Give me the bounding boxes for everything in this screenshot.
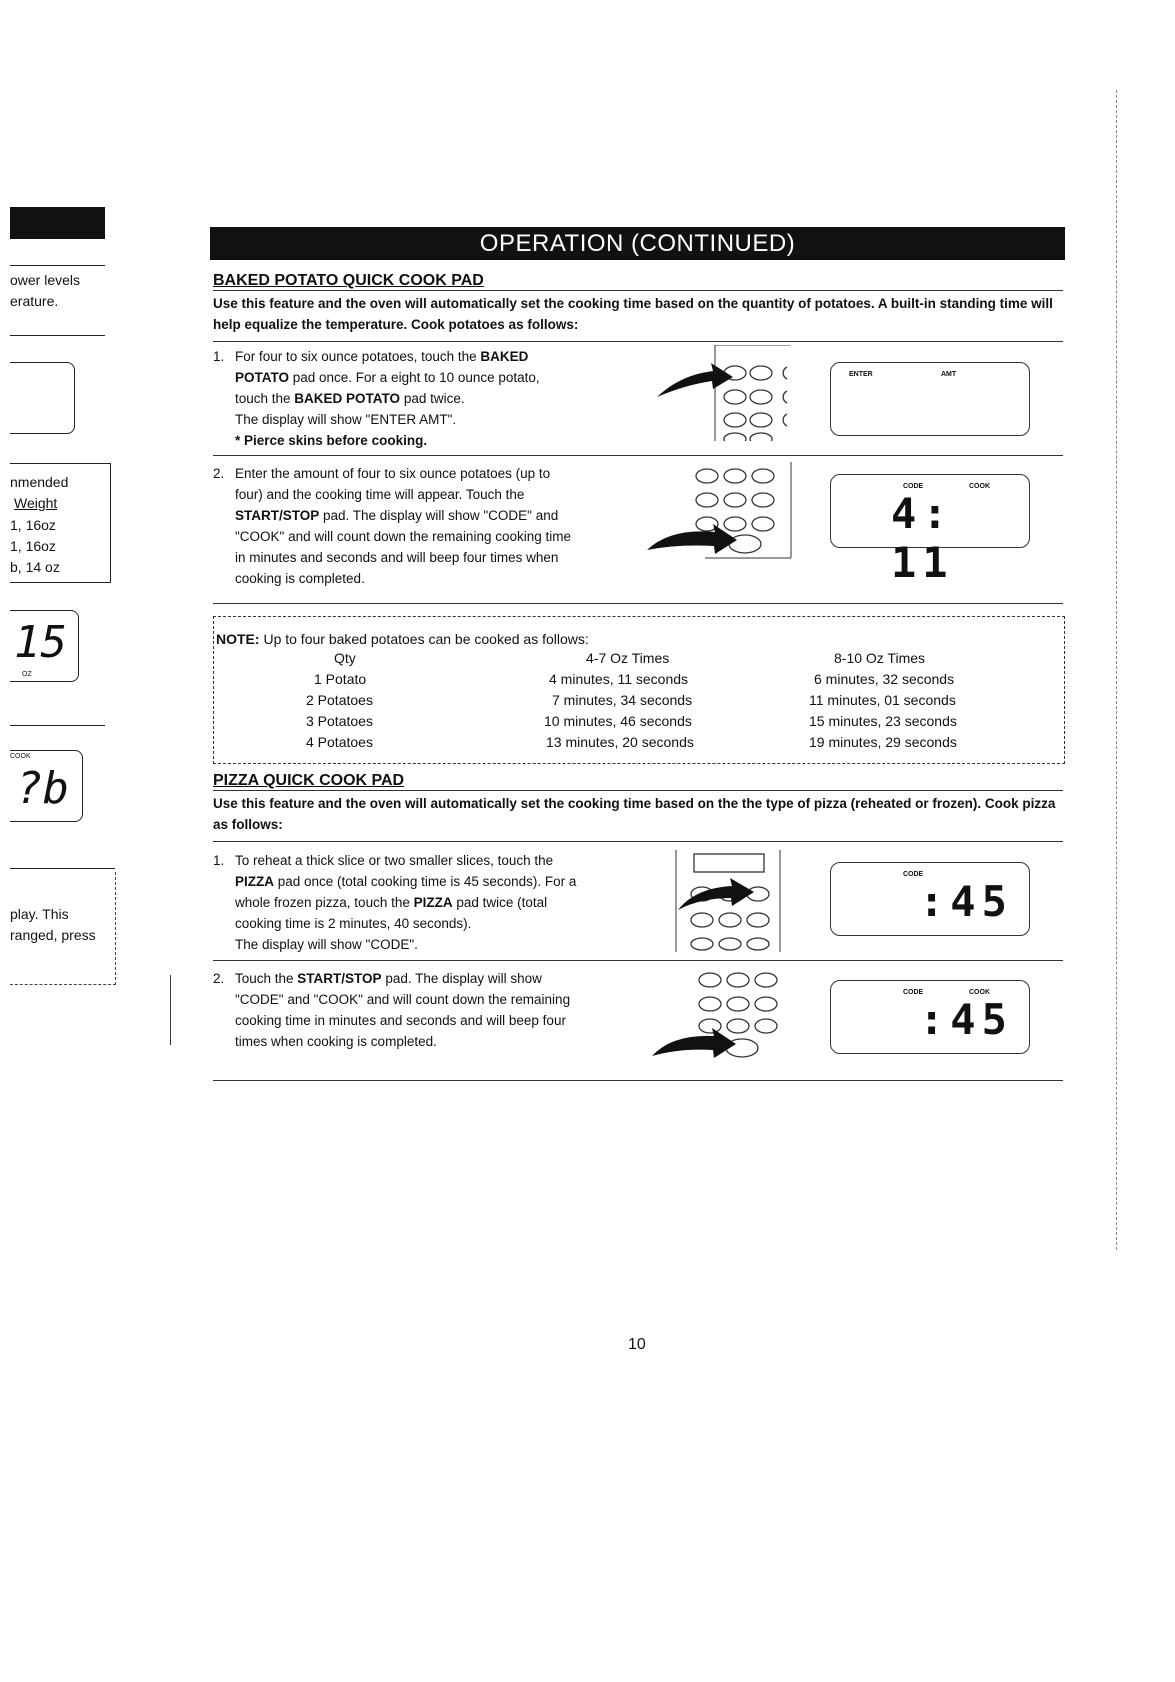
keypad-illustration-start-stop: [650, 968, 790, 1064]
step-rule: [213, 960, 1063, 961]
note-table-cell: 4 Potatoes: [306, 734, 373, 750]
lcd-digits: 4: 11: [891, 489, 954, 587]
bleed-display-label: COOK: [10, 753, 31, 760]
bleed-weights-header: Weight: [14, 495, 58, 511]
step-text: cooking time in minutes and seconds and will beep four: [235, 1013, 566, 1028]
step-text: pad once. For a eight to 10 ounce potato,: [289, 370, 540, 385]
bleed-weight: 1, 16oz: [10, 517, 56, 533]
lcd-label: CODE: [903, 871, 924, 878]
step-rule: [213, 603, 1063, 604]
baked-intro: Use this feature and the oven will automatically set the cooking time based on the quantity of potatoes. A built-in standing time will help equalize the temperature. Cook potatoes as follows:: [213, 296, 1053, 332]
lcd-display-enter-amt: [830, 362, 1030, 436]
note-text: Up to four baked potatoes can be cooked as follows:: [263, 631, 589, 647]
bleed-text: ranged, press: [10, 927, 96, 943]
step-text: Touch the: [235, 971, 298, 986]
step-text-bold: START/STOP: [235, 508, 320, 523]
step-text: in minutes and seconds and will beep four times when: [235, 550, 559, 565]
step-text: whole frozen pizza, touch the: [235, 895, 414, 910]
keypad-illustration-pizza: [650, 850, 790, 952]
step-text-bold: BAKED: [480, 349, 529, 364]
step-number: 1.: [213, 853, 225, 868]
step-text: cooking time is 2 minutes, 40 seconds).: [235, 916, 472, 931]
pizza-step-1: [213, 850, 643, 960]
lcd-display-potato-time: [830, 474, 1030, 587]
note-table-header: 8-10 Oz Times: [834, 650, 926, 666]
intro-rule: [213, 841, 1063, 842]
step-number: 2.: [213, 466, 225, 481]
bleed-weights-table: [10, 463, 111, 583]
section-title-baked-potato: BAKED POTATO QUICK COOK PAD: [213, 272, 484, 289]
bleed-display-digits: ?b: [16, 763, 69, 814]
note-table-cell: 3 Potatoes: [306, 713, 373, 729]
step-text: pad once (total cooking time is 45 seconds). For a: [274, 874, 577, 889]
note-table-cell: 13 minutes, 20 seconds: [546, 734, 694, 750]
bleed-weight: b, 14 oz: [10, 559, 60, 575]
note-table-cell: 1 Potato: [314, 671, 367, 687]
lcd-label: COOK: [969, 989, 990, 996]
step-text-bold: PIZZA: [413, 895, 453, 910]
lcd-digits: :45: [919, 995, 1013, 1044]
note-table-cell: 6 minutes, 32 seconds: [814, 671, 955, 687]
lcd-display-pizza-code: [830, 862, 1030, 936]
bleed-rule: [10, 868, 115, 869]
keypad-illustration-start-stop: [645, 462, 795, 562]
bleed-display-label: OZ: [22, 671, 32, 678]
lcd-label: AMT: [941, 371, 957, 378]
note-table-header: 4-7 Oz Times: [586, 650, 670, 666]
bleed-rule: [10, 725, 105, 726]
title-rule: [213, 790, 1063, 791]
step-text: The display will show "CODE".: [235, 937, 418, 952]
lcd-label: CODE: [903, 483, 924, 490]
step-text: Enter the amount of four to six ounce potatoes (up to: [235, 466, 551, 481]
step-text: pad twice.: [400, 391, 465, 406]
step-text: pad. The display will show: [381, 971, 542, 986]
bleed-display-digits: 15: [14, 617, 67, 668]
bleed-weight: 1, 16oz: [10, 538, 56, 554]
lcd-digits: :45: [919, 877, 1013, 926]
step-text-bold: PIZZA: [235, 874, 274, 889]
note-table-cell: 11 minutes, 01 seconds: [809, 692, 956, 708]
note-box: [213, 616, 1065, 764]
pizza-step-2: [213, 968, 643, 1058]
note-table-cell: 4 minutes, 11 seconds: [549, 671, 689, 687]
note-table-cell: 10 minutes, 46 seconds: [544, 713, 692, 729]
step-text-bold: * Pierce skins before cooking.: [235, 433, 428, 448]
step-text-bold: START/STOP: [297, 971, 382, 986]
step-number: 1.: [213, 349, 225, 364]
note-label: NOTE:: [216, 631, 260, 647]
baked-step-2: [213, 463, 643, 593]
bleed-text: play. This: [10, 906, 69, 922]
section-title-pizza: PIZZA QUICK COOK PAD: [213, 772, 405, 789]
note-table-cell: 15 minutes, 23 seconds: [809, 713, 957, 729]
bleed-rule: [10, 265, 105, 266]
pizza-intro: Use this feature and the oven will automatically set the cooking time based on the the type of pizza (reheated or frozen). Cook pizza as follows:: [213, 796, 1056, 832]
baked-step-1: [213, 346, 643, 456]
step-text-bold: POTATO: [235, 370, 289, 385]
bleed-display-box: [10, 750, 83, 822]
page-number: 10: [628, 1336, 646, 1353]
note-table-header: Qty: [334, 650, 356, 666]
step-text: To reheat a thick slice or two smaller slices, touch the: [235, 853, 554, 868]
lcd-display-pizza-cook: [830, 980, 1030, 1054]
keypad-illustration-baked-potato: [655, 345, 795, 441]
step-text: For four to six ounce potatoes, touch the: [235, 349, 481, 364]
bleed-text: ower levels: [10, 272, 81, 288]
section-banner: OPERATION (CONTINUED): [210, 227, 1065, 260]
bottom-rule: [213, 1080, 1063, 1081]
step-text: cooking is completed.: [235, 571, 365, 586]
step-text-bold: BAKED POTATO: [294, 391, 401, 406]
step-text: pad twice (total: [452, 895, 548, 910]
note-table-cell: 19 minutes, 29 seconds: [809, 734, 957, 750]
title-rule: [213, 290, 1063, 291]
step-text: pad. The display will show "CODE" and: [319, 508, 559, 523]
step-number: 2.: [213, 971, 225, 986]
bleed-vertical-mark: [170, 975, 171, 1045]
note-table-cell: 2 Potatoes: [306, 692, 373, 708]
bleed-display-box: [10, 610, 79, 682]
step-text: times when cooking is completed.: [235, 1034, 437, 1049]
step-text: four) and the cooking time will appear. Touch the: [235, 487, 525, 502]
bleed-rule: [10, 335, 105, 336]
lcd-label: ENTER: [849, 371, 873, 378]
step-text: "CODE" and "COOK" and will count down the remaining: [235, 992, 571, 1007]
bleed-dashed-box: [10, 872, 116, 985]
lcd-label: COOK: [969, 483, 990, 490]
note-table-cell: 7 minutes, 34 seconds: [552, 692, 693, 708]
step-text: The display will show "ENTER AMT".: [235, 412, 457, 427]
step-text: touch the: [235, 391, 295, 406]
bleed-black-block: [10, 207, 105, 239]
bleed-text: erature.: [10, 293, 59, 309]
step-text: "COOK" and will count down the remaining cooking time: [235, 529, 571, 544]
intro-rule: [213, 341, 1063, 342]
lcd-label: CODE: [903, 989, 924, 996]
step-rule: [213, 455, 1063, 456]
scan-edge-line: [1116, 90, 1118, 1250]
bleed-weights-header: nmended: [10, 474, 69, 490]
bleed-display-box: [10, 362, 75, 434]
